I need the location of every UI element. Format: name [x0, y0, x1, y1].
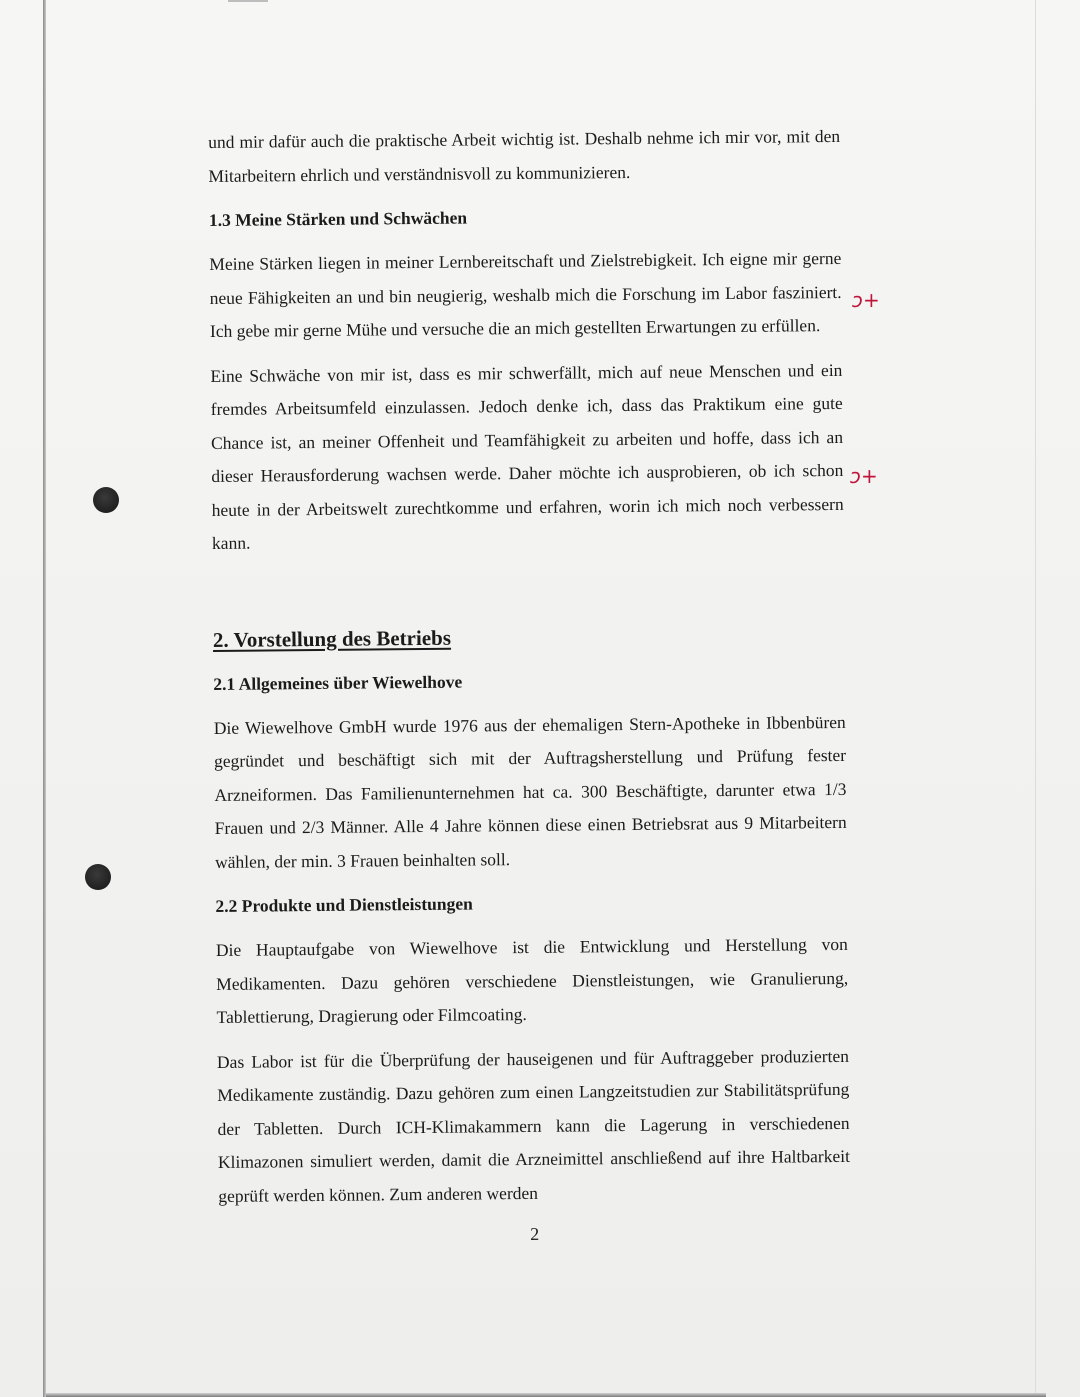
page-bottom-edge-shadow: [46, 1393, 1046, 1397]
document-body: [208, 120, 851, 1249]
laboratory-paragraph: Das Labor ist für die Überprüfung der hauseigenen und für Auftraggeber produzierten Medikamente zuständig. Dazu gehören zum einen Langzeitstudien zur Stabilitätsprüfung der Tabletten. Durch ICH-Klimakammern kann die Lagerung in verschiedenen Klimazonen simuliert werden, damit die Arzneimittel anschließend auf ihre Haltbarkeit geprüft werden können. Zum anderen werden: [216, 1045, 851, 1206]
page-left-edge-shadow: [43, 0, 46, 1397]
page-number: 2: [530, 1223, 540, 1244]
section-title-2: 2. Vorstellung des Betriebs: [212, 625, 452, 652]
company-general-paragraph: Die Wiewelhove GmbH wurde 1976 aus der ehemaligen Stern-Apotheke in Ibbenbüren gegründet und beschäftigt sich mit der Auftragsherstellung und Prüfung fester Arzneiformen. Das Familienunternehmen hat ca. 300 Beschäftigte, darunter etwa 1/3 Frauen und 2/3 Männer. Alle 4 Jahre können diese einen Betriebsrat aus 9 Mitarbeitern wählen, der min. 3 Frauen beinhalten soll.: [213, 711, 847, 872]
punch-hole-lower: [85, 864, 111, 890]
page-right-edge: [1035, 0, 1036, 1397]
products-paragraph: Die Hauptaufgabe von Wiewelhove ist die Entwicklung und Herstellung von Medikamenten. Dazu gehören verschiedene Dienstleistungen, wie Granulierung, Tablettierung, Dragierung oder Filmcoating.: [215, 933, 849, 1027]
top-scan-mark: [228, 0, 268, 2]
punch-hole-upper: [93, 487, 119, 513]
weaknesses-paragraph: Eine Schwäche von mir ist, dass es mir schwerfällt, mich auf neue Menschen und ein fremdes Arbeitsumfeld einzulassen. Jedoch denke ich, dass das Praktikum eine gute Chance ist, an meiner Offenheit und Teamfähigkeit zu arbeiten und hoffe, dass ich an dieser Herausforderung wachsen werde. Daher möchte ich ausprobieren, ob ich schon heute in der Arbeitswelt zurechtkomme und erfahren, worin ich mich noch verbessern kann.: [210, 359, 844, 553]
intro-paragraph: und mir dafür auch die praktische Arbeit wichtig ist. Deshalb nehme ich mir vor, mit den Mitarbeitern ehrlich und verständnisvoll zu kommunizieren.: [208, 125, 841, 186]
margin-correction-mark-lower: ɔ+: [850, 464, 878, 488]
margin-correction-mark-upper: ɔ+: [852, 288, 880, 312]
subsection-heading-1-3: 1.3 Meine Stärken und Schwächen: [208, 207, 468, 230]
strengths-paragraph: Meine Stärken liegen in meiner Lernbereitschaft und Zielstrebigkeit. Ich eigne mir gerne neue Fähigkeiten an und bin neugierig, weshalb mich die Forschung im Labor fasziniert. Ich gebe mir gerne Mühe und versuche die an mich gestellten Erwartungen zu erfüllen.: [209, 247, 842, 341]
subsection-heading-2-2: 2.2 Produkte und Dienstleistungen: [215, 893, 473, 916]
subsection-heading-2-1: 2.1 Allgemeines über Wiewelhove: [213, 671, 463, 694]
